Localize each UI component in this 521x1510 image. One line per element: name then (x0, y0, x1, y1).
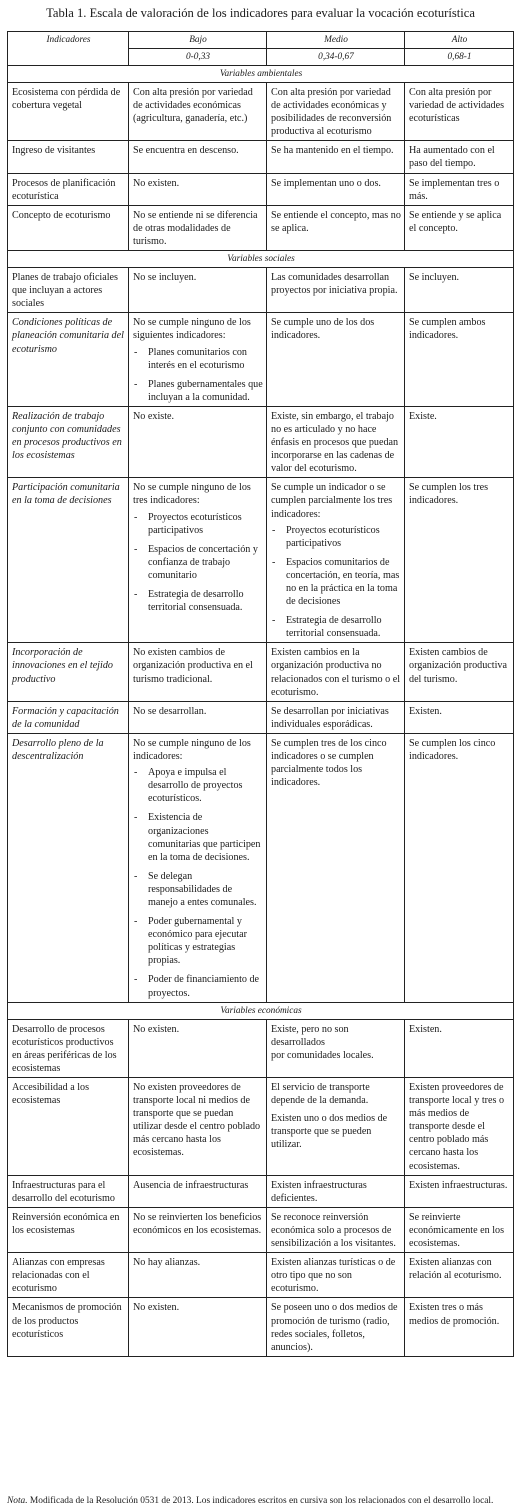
bajo-cell (129, 733, 267, 1002)
medio-cell: Existen alianzas turísticas o de otro tipo que no son ecoturismo. (267, 1253, 405, 1298)
alto-cell: Existen infraestructuras. (405, 1175, 514, 1207)
medio-cell: Existe, sin embargo, el trabajo no es articulado y no hace énfasis en procesos que puedan incorporarse en las cadenas de valor del ecoturismo. (267, 406, 405, 477)
table-row (8, 141, 514, 173)
medio-cell (267, 1019, 405, 1077)
bajo-cell (129, 313, 267, 407)
bajo-cell: No hay alianzas. (129, 1253, 267, 1298)
indicator-list (271, 524, 401, 641)
table-note (7, 1495, 521, 1507)
medio-cell: Se cumple uno de los dos indicadores. (267, 313, 405, 407)
medio-cell (267, 1078, 405, 1176)
table-row (8, 1207, 514, 1252)
list-item: - Proyectos ecoturísticos participativos (133, 511, 263, 537)
bajo-cell: No se entiende ni se diferencia de otras modalidades de turismo. (129, 205, 267, 250)
list-item: - Apoya e impulsa el desarrollo de proyectos ecoturísticos. (133, 766, 263, 805)
alto-cell: Se cumplen ambos indicadores. (405, 313, 514, 407)
header-medio: Medio (267, 32, 405, 49)
indicator-cell: Participación comunitaria en la toma de decisiones (8, 478, 129, 643)
range-bajo: 0-0,33 (129, 49, 267, 66)
cell-text: Se cumple un indicador o se cumplen parcialmente los tres indicadores: (271, 482, 393, 520)
bajo-cell: Ausencia de infraestructuras (129, 1175, 267, 1207)
table-row (8, 701, 514, 733)
bajo-cell (129, 478, 267, 643)
indicator-cell: Desarrollo pleno de la descentralización (8, 733, 129, 1002)
list-item: - Poder de financiamiento de proyectos. (133, 973, 263, 999)
section-ambientales: Variables ambientales (8, 66, 514, 83)
table-row (8, 406, 514, 477)
alto-cell: Existen. (405, 1019, 514, 1077)
list-item: - Se delegan responsabilidades de manejo a entes comunales. (133, 870, 263, 909)
indicator-cell: Reinversión económica en los ecosistemas (8, 1207, 129, 1252)
medio-cell: Se ha mantenido en el tiempo. (267, 141, 405, 173)
alto-cell: Con alta presión por variedad de actividades ecoturísticas (405, 83, 514, 141)
list-item: - Espacios de concertación y confianza de trabajo comunitario (133, 543, 263, 582)
alto-cell: Existen. (405, 701, 514, 733)
list-item: - Espacios comunitarios de concertación, en teoría, mas no en la práctica en la toma de decisiones (271, 556, 401, 608)
bajo-cell: No existen. (129, 173, 267, 205)
indicator-cell: Mecanismos de promoción de los productos ecoturísticos (8, 1298, 129, 1356)
alto-cell: Se reinvierte económicamente en los ecosistemas. (405, 1207, 514, 1252)
section-row (8, 1002, 514, 1019)
indicator-cell: Alianzas con empresas relacionadas con el ecoturismo (8, 1253, 129, 1298)
table-row (8, 268, 514, 313)
alto-cell: Existen cambios de organización productiva del turismo. (405, 643, 514, 701)
range-medio: 0,34-0,67 (267, 49, 405, 66)
note-label: Nota. (7, 1496, 28, 1506)
indicator-cell: Formación y capacitación de la comunidad (8, 701, 129, 733)
note-text: Modificada de la Resolución 0531 de 2013. Los indicadores escritos en cursiva son los relacionados con el desarrollo local. (27, 1496, 494, 1506)
range-alto: 0,68-1 (405, 49, 514, 66)
indicator-cell: Infraestructuras para el desarrollo del ecoturismo (8, 1175, 129, 1207)
table-row (8, 205, 514, 250)
cell-text: Existe, pero no son desarrollados (271, 1023, 349, 1048)
alto-cell: Se incluyen. (405, 268, 514, 313)
table-row (8, 733, 514, 1002)
alto-cell: Existen tres o más medios de promoción. (405, 1298, 514, 1356)
alto-cell: Se entiende y se aplica el concepto. (405, 205, 514, 250)
indicator-list (133, 511, 263, 615)
alto-cell: Existe. (405, 406, 514, 477)
indicator-cell: Planes de trabajo oficiales que incluyan a actores sociales (8, 268, 129, 313)
medio-cell: Se entiende el concepto, mas no se aplica. (267, 205, 405, 250)
indicator-cell: Ecosistema con pérdida de cobertura vegetal (8, 83, 129, 141)
table-row (8, 478, 514, 643)
indicator-cell: Incorporación de innovaciones en el tejido productivo (8, 643, 129, 701)
header-row (8, 32, 514, 49)
medio-cell: Las comunidades desarrollan proyectos por iniciativa propia. (267, 268, 405, 313)
bajo-cell: No existen proveedores de transporte local ni medios de transporte que se puedan utilizar desde el centro poblado más cercano hasta los ecosistemas. (129, 1078, 267, 1176)
table-row (8, 173, 514, 205)
medio-cell: Se reconoce reinversión económica solo a procesos de sensibilización a los visitantes. (267, 1207, 405, 1252)
list-item: - Estrategia de desarrollo territorial consensuada. (133, 588, 263, 614)
alto-cell: Se implementan tres o más. (405, 173, 514, 205)
table-row (8, 1298, 514, 1356)
table-caption: Tabla 1. Escala de valoración de los indicadores para evaluar la vocación ecoturística (46, 6, 475, 20)
bajo-cell: Se encuentra en descenso. (129, 141, 267, 173)
bajo-cell: No existen cambios de organización productiva en el turismo tradicional. (129, 643, 267, 701)
section-row (8, 251, 514, 268)
medio-cell (267, 478, 405, 643)
alto-cell: Existen alianzas con relación al ecoturismo. (405, 1253, 514, 1298)
list-item: - Poder gubernamental y económico para ejecutar políticas y estrategias propias. (133, 915, 263, 967)
indicator-cell: Realización de trabajo conjunto con comunidades en procesos productivos en los ecosistemas (8, 406, 129, 477)
cell-text: No se cumple ninguno de los indicadores: (133, 737, 251, 763)
table-row (8, 1078, 514, 1176)
cell-text: El servicio de transporte depende de la demanda. (271, 1082, 370, 1107)
indicator-cell: Ingreso de visitantes (8, 141, 129, 173)
cell-text: Existen uno o dos medios de transporte que se pueden utilizar. (271, 1113, 388, 1151)
bajo-cell: Con alta presión por variedad de actividades económicas (agricultura, ganadería, etc.) (129, 83, 267, 141)
indicator-cell: Desarrollo de procesos ecoturísticos productivos en áreas periféricas de los ecosistemas (8, 1019, 129, 1077)
indicator-list (133, 346, 263, 404)
indicator-cell: Accesibilidad a los ecosistemas (8, 1078, 129, 1176)
indicator-cell: Condiciones políticas de planeación comunitaria del ecoturismo (8, 313, 129, 407)
medio-cell: Existen infraestructuras deficientes. (267, 1175, 405, 1207)
table-row (8, 83, 514, 141)
table-row (8, 1253, 514, 1298)
bajo-cell: No existen. (129, 1019, 267, 1077)
list-item: - Planes comunitarios con interés en el ecoturismo (133, 346, 263, 372)
alto-cell: Ha aumentado con el paso del tiempo. (405, 141, 514, 173)
indicator-cell: Concepto de ecoturismo (8, 205, 129, 250)
medio-cell: Se desarrollan por iniciativas individuales esporádicas. (267, 701, 405, 733)
table-row (8, 1019, 514, 1077)
section-row (8, 66, 514, 83)
alto-cell: Se cumplen los tres indicadores. (405, 478, 514, 643)
alto-cell: Existen proveedores de transporte local y tres o más medios de transporte desde el centro poblado más cercano hasta los ecosistemas. (405, 1078, 514, 1176)
medio-cell: Existen cambios en la organización productiva no relacionados con el turismo o el ecoturismo. (267, 643, 405, 701)
indicator-list (133, 766, 263, 1000)
table-row (8, 643, 514, 701)
cell-text: No se cumple ninguno de los tres indicadores: (133, 482, 251, 507)
alto-cell: Se cumplen los cinco indicadores. (405, 733, 514, 1002)
indicator-cell: Procesos de planificación ecoturística (8, 173, 129, 205)
header-alto: Alto (405, 32, 514, 49)
bajo-cell: No se incluyen. (129, 268, 267, 313)
bajo-cell: No se desarrollan. (129, 701, 267, 733)
table-row (8, 1175, 514, 1207)
medio-cell: Se implementan uno o dos. (267, 173, 405, 205)
cell-text: por comunidades locales. (271, 1049, 374, 1061)
bajo-cell: No se reinvierten los beneficios económicos en los ecosistemas. (129, 1207, 267, 1252)
cell-text: No se cumple ninguno de los siguientes indicadores: (133, 317, 251, 342)
list-item: - Existencia de organizaciones comunitarias que participen en la toma de decisiones. (133, 811, 263, 863)
list-item: - Planes gubernamentales que incluyan a la comunidad. (133, 378, 263, 404)
bajo-cell: No existen. (129, 1298, 267, 1356)
medio-cell: Se cumplen tres de los cinco indicadores o se cumplen parcialmente todos los indicadores. (267, 733, 405, 1002)
section-economicas: Variables económicas (8, 1002, 514, 1019)
medio-cell: Se poseen uno o dos medios de promoción de turismo (radio, redes sociales, folletos, anuncios). (267, 1298, 405, 1356)
header-indicadores: Indicadores (8, 32, 129, 66)
evaluation-table (7, 31, 514, 1357)
section-sociales: Variables sociales (8, 251, 514, 268)
list-item: - Proyectos ecoturísticos participativos (271, 524, 401, 550)
bajo-cell: No existe. (129, 406, 267, 477)
table-row (8, 313, 514, 407)
header-bajo: Bajo (129, 32, 267, 49)
medio-cell: Con alta presión por variedad de actividades económicas y posibilidades de reconversión productiva al ecoturismo (267, 83, 405, 141)
list-item: - Estrategia de desarrollo territorial consensuada. (271, 614, 401, 640)
